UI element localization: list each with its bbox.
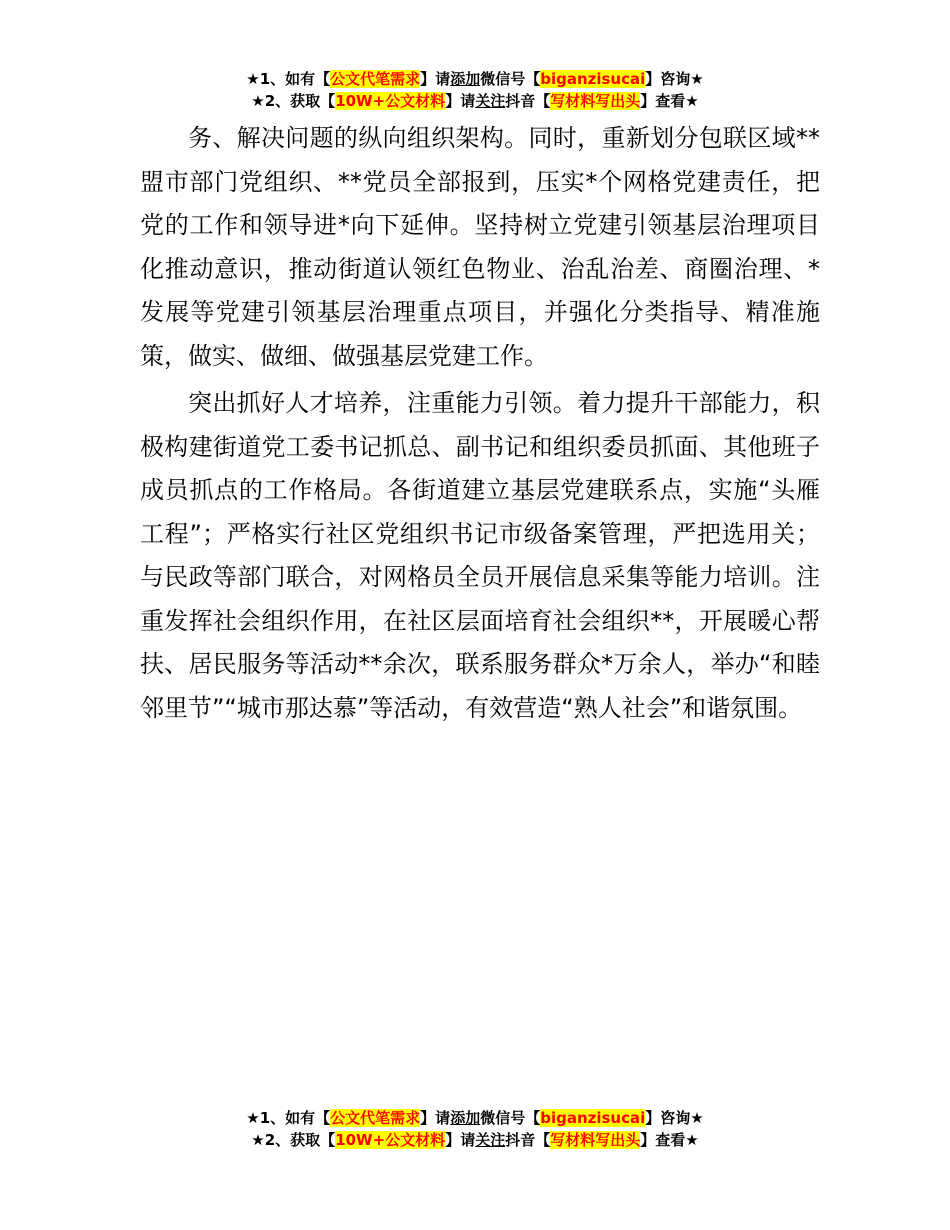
header-line-1-highlight-wechat-id: biganzisucai (540, 70, 646, 88)
paragraph-2: 突出抓好人才培养，注重能力引领。着力提升干部能力，积极构建街道党工委书记抓总、副书记和组织委员抓面、其他班子成员抓点的工作格局。各街道建立基层党建联系点，实施“头雁工程”；严格实行社区党组织书记市级备案管理，严把选用关；与民政等部门联合，对网格员全员开展信息采集等能力培训。注重发挥社会组织作用，在社区层面培育社会组织**，开展暖心帮扶、居民服务等活动**余次，联系服务群众*万余人，举办“和睦邻里节”“城市那达慕”等活动，有效营造“熟人社会”和谐氛围。 (140, 389, 820, 722)
footer-line-2-underlined: 关注 (475, 1131, 506, 1149)
footer-line-2-prefix: ★2、获取【 (251, 1131, 336, 1149)
header-line-2 (0, 90, 950, 112)
footer-line-2-text-b: 抖音【 (505, 1131, 551, 1149)
footer-line-1-prefix: ★1、如有【 (246, 1109, 331, 1127)
header-line-2-suffix: 】查看★ (640, 92, 699, 110)
footer-line-2-text-a: 】请 (445, 1131, 476, 1149)
header-line-2-highlight-materials: 10W+公文材料 (335, 92, 446, 110)
header-line-2-text-b: 抖音【 (505, 92, 551, 110)
footer-line-2-highlight-douyin: 写材料写出头 (550, 1131, 641, 1149)
document-body (140, 117, 820, 734)
footer-line-2-suffix: 】查看★ (640, 1131, 699, 1149)
header-line-1-underlined: 添加 (450, 70, 481, 88)
footer-line-1 (0, 1107, 950, 1129)
footer-line-2-highlight-materials: 10W+公文材料 (335, 1131, 446, 1149)
footer-line-1-suffix: 】咨询★ (645, 1109, 704, 1127)
header-line-1-text-a: 】请 (420, 70, 451, 88)
footer-line-1-highlight-service: 公文代笔需求 (330, 1109, 421, 1127)
header-line-2-text-a: 】请 (445, 92, 476, 110)
header-line-1-suffix: 】咨询★ (645, 70, 704, 88)
header-line-1-text-b: 微信号【 (480, 70, 541, 88)
header-banner (0, 68, 950, 112)
footer-line-1-text-b: 微信号【 (480, 1109, 541, 1127)
header-line-1-highlight-service: 公文代笔需求 (330, 70, 421, 88)
footer-line-1-highlight-wechat-id: biganzisucai (540, 1109, 646, 1127)
footer-banner (0, 1107, 950, 1151)
paragraph-1: 务、解决问题的纵向组织架构。同时，重新划分包联区域**盟市部门党组织、**党员全部报到，压实*个网格党建责任，把党的工作和领导进*向下延伸。坚持树立党建引领基层治理项目化推动意识，推动街道认领红色物业、治乱治差、商圈治理、*发展等党建引领基层治理重点项目，并强化分类指导、精准施策，做实、做细、做强基层党建工作。 (140, 124, 820, 370)
footer-line-2 (0, 1129, 950, 1151)
footer-line-1-text-a: 】请 (420, 1109, 451, 1127)
header-line-2-prefix: ★2、获取【 (251, 92, 336, 110)
header-line-2-underlined: 关注 (475, 92, 506, 110)
footer-line-1-underlined: 添加 (450, 1109, 481, 1127)
header-line-1 (0, 68, 950, 90)
header-line-1-prefix: ★1、如有【 (246, 70, 331, 88)
header-line-2-highlight-douyin: 写材料写出头 (550, 92, 641, 110)
